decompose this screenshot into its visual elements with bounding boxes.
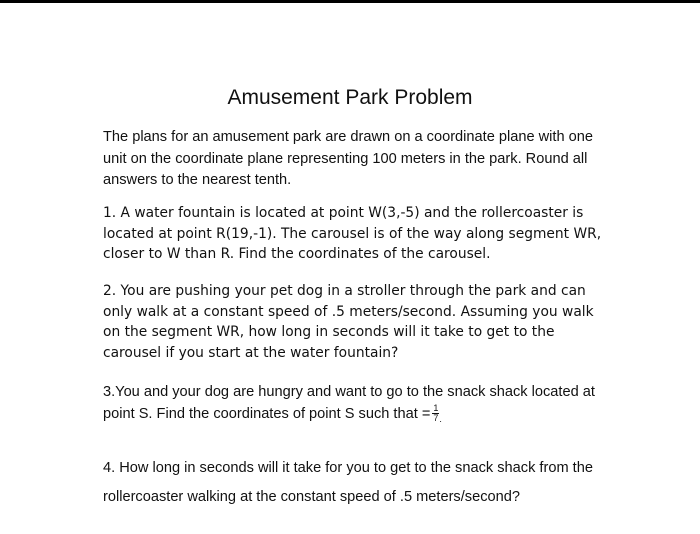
question-1: 1. A water fountain is located at point W(3,-5) and the rollercoaster is located at point R(19,-1). The carousel is of the way along segment WR, closer to W than R. Find the coordinates of the carousel.: [103, 205, 602, 263]
question-2: 2. You are pushing your pet dog in a stroller through the park and can only walk at a constant speed of .5 meters/second. Assuming you walk on the segment WR, how long in seconds will it take to get to the carousel if you start at the water fountain?: [103, 283, 594, 361]
question-3-text: 3.You and your dog are hungry and want to go to the snack shack located at point S. Find the coordinates of point S such that =: [103, 384, 595, 422]
question-3: [103, 382, 613, 430]
fraction-numerator: 1: [433, 403, 439, 414]
page-title: Amusement Park Problem: [227, 86, 473, 109]
top-border-line: [0, 0, 700, 3]
fraction-denominator: 7: [433, 413, 439, 424]
fraction-trailing-period: .: [439, 413, 442, 424]
question-4: 4. How long in seconds will it take for you to get to the snack shack from the rollercoaster walking at the constant speed of .5 meters/second?: [103, 460, 593, 505]
intro-paragraph: The plans for an amusement park are drawn on a coordinate plane with one unit on the coordinate plane representing 100 meters in the park. Round all answers to the nearest tenth.: [103, 129, 593, 188]
